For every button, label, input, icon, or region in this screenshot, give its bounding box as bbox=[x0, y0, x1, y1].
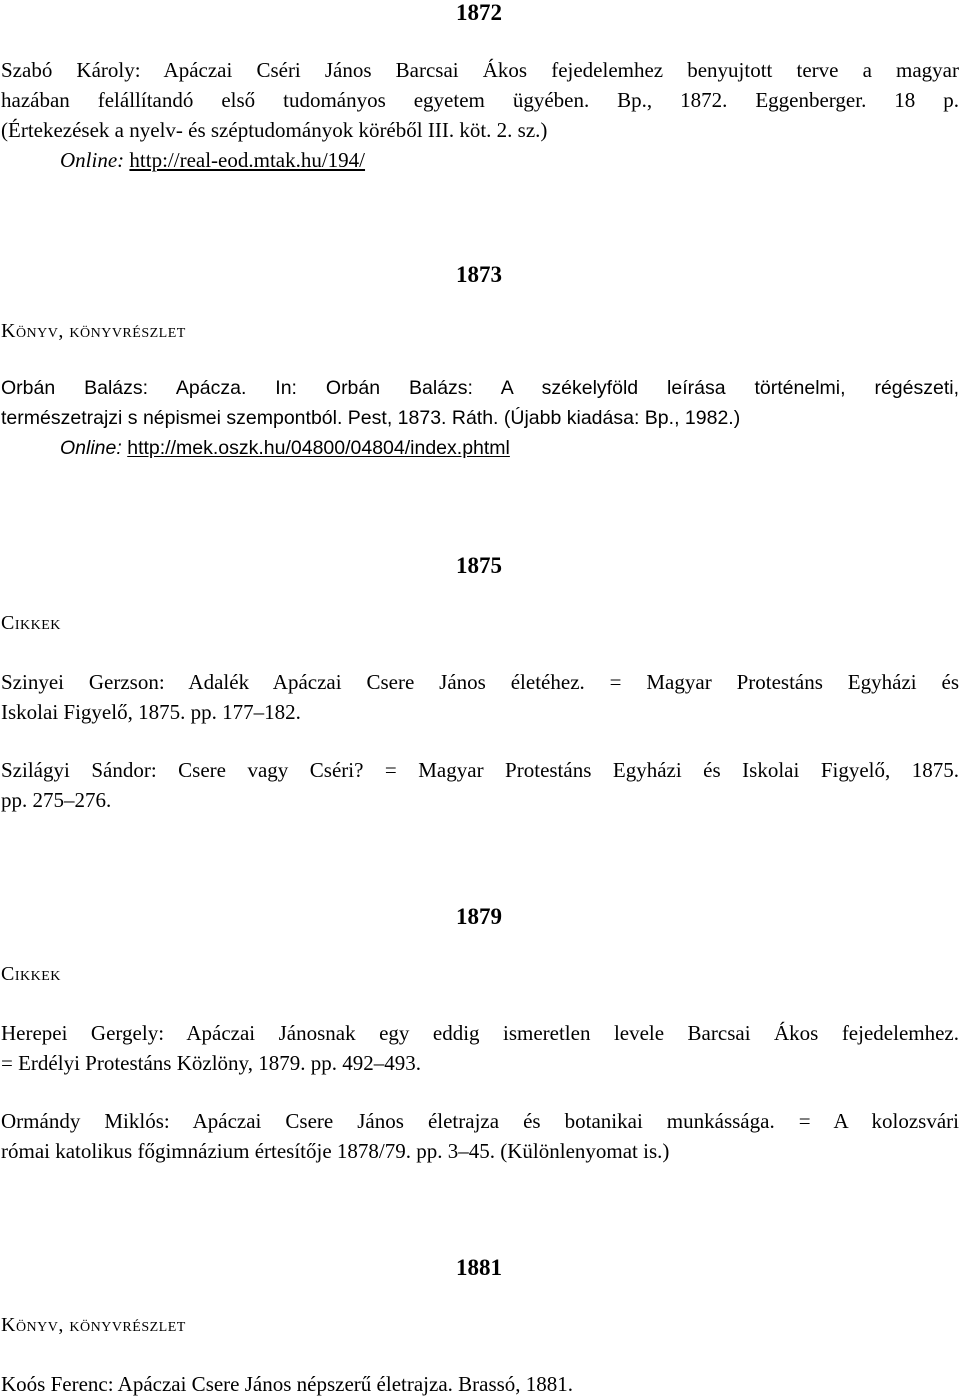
online-row bbox=[60, 437, 510, 460]
category-heading: Könyv, könyvrészlet bbox=[1, 1314, 186, 1336]
entry-line: Ormándy Miklós: Apáczai Csere János életrajza és botanikai munkássága. = A kolozsvári bbox=[1, 1109, 959, 1133]
entry-line: római katolikus főgimnázium értesítője 1878/79. pp. 3–45. (Különlenyomat is.) bbox=[1, 1139, 670, 1163]
online-row bbox=[60, 148, 365, 173]
online-label: Online: bbox=[60, 437, 122, 459]
entry-line: hazában felállítandó első tudományos egyetem ügyében. Bp., 1872. Eggenberger. 18 p. bbox=[1, 88, 959, 112]
year-heading-1875: 1875 bbox=[456, 553, 502, 578]
online-link[interactable]: http://mek.oszk.hu/04800/04804/index.phtml bbox=[127, 437, 510, 459]
entry-line: (Értekezések a nyelv- és széptudományok köréből III. köt. 2. sz.) bbox=[1, 118, 548, 142]
year-heading-1879: 1879 bbox=[456, 904, 502, 929]
year-heading-1873: 1873 bbox=[456, 262, 502, 287]
category-heading: Cikkek bbox=[1, 612, 61, 634]
entry-line: pp. 275–276. bbox=[1, 788, 112, 812]
online-label: Online: bbox=[60, 148, 125, 172]
year-heading-1872: 1872 bbox=[456, 0, 502, 25]
entry-line: Herepei Gergely: Apáczai Jánosnak egy eddig ismeretlen levele Barcsai Ákos fejedelemhez. bbox=[1, 1021, 959, 1045]
entry-line: természetrajzi s népismei szempontból. Pest, 1873. Ráth. (Újabb kiadása: Bp., 1982.) bbox=[1, 407, 741, 429]
category-heading: Könyv, könyvrészlet bbox=[1, 320, 186, 342]
entry-line: Szilágyi Sándor: Csere vagy Cséri? = Magyar Protestáns Egyházi és Iskolai Figyelő, 1875. bbox=[1, 758, 959, 782]
online-link[interactable]: http://real-eod.mtak.hu/194/ bbox=[129, 148, 366, 172]
entry-line: Szabó Károly: Apáczai Cséri János Barcsai Ákos fejedelemhez benyujtott terve a magyar bbox=[1, 58, 959, 82]
entry-line: Szinyei Gerzson: Adalék Apáczai Csere János életéhez. = Magyar Protestáns Egyházi és bbox=[1, 670, 959, 694]
entry-line: Koós Ferenc: Apáczai Csere János népszerű életrajza. Brassó, 1881. bbox=[1, 1372, 574, 1396]
entry-line: Iskolai Figyelő, 1875. pp. 177–182. bbox=[1, 700, 301, 724]
entry-line: Orbán Balázs: Apácza. In: Orbán Balázs: A székelyföld leírása történelmi, régészeti, bbox=[1, 377, 959, 399]
entry-line: = Erdélyi Protestáns Közlöny, 1879. pp. 492–493. bbox=[1, 1051, 421, 1075]
year-heading-1881: 1881 bbox=[456, 1255, 502, 1280]
category-heading: Cikkek bbox=[1, 963, 61, 985]
